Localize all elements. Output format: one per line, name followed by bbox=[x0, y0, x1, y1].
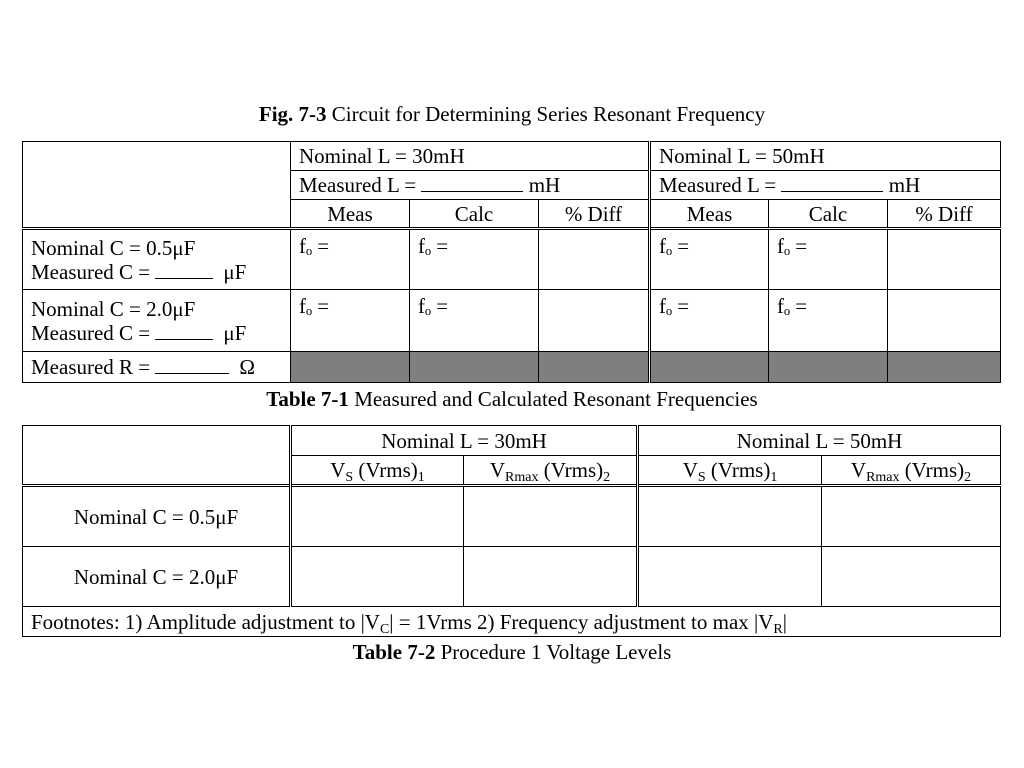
figure-caption-label: Fig. 7-3 bbox=[258, 102, 327, 126]
vs-rest: (Vrms) bbox=[705, 458, 771, 482]
data-cell bbox=[638, 547, 822, 607]
fo-meas-30: fₒ = bbox=[291, 290, 410, 352]
unit-mh: mH bbox=[528, 173, 561, 197]
blank-line bbox=[781, 173, 883, 192]
shaded-cell bbox=[291, 352, 410, 383]
group-50mh: Nominal L = 50mH bbox=[638, 426, 1001, 456]
vr-sub: Rmax bbox=[866, 470, 900, 485]
vr-header-30 bbox=[464, 456, 638, 486]
footnote-sub-c: C bbox=[379, 621, 390, 637]
shaded-cell bbox=[410, 352, 539, 383]
resonant-frequency-table bbox=[22, 141, 1001, 383]
data-cell bbox=[638, 486, 822, 547]
vr-foot: 2 bbox=[964, 470, 972, 485]
table2-caption bbox=[0, 640, 1024, 664]
corner-cell bbox=[23, 142, 291, 229]
footnote-part-c: | bbox=[782, 609, 787, 634]
figure-caption-text: Circuit for Determining Series Resonant Frequency bbox=[331, 102, 766, 126]
footnotes bbox=[23, 607, 1001, 637]
vs-header-50 bbox=[638, 456, 822, 486]
diff-30 bbox=[539, 290, 650, 352]
vs-header-30 bbox=[291, 456, 464, 486]
measured-l-label: Measured L = bbox=[299, 173, 422, 197]
figure-caption bbox=[0, 102, 1024, 126]
blank-line bbox=[421, 173, 523, 192]
vs-main: V bbox=[330, 458, 346, 482]
diff-50 bbox=[888, 290, 1001, 352]
group-50mh-measured bbox=[650, 171, 1001, 200]
data-cell bbox=[822, 547, 1001, 607]
measured-r-label: Measured R = bbox=[31, 355, 156, 379]
blank-line bbox=[155, 355, 229, 374]
shaded-cell bbox=[888, 352, 1001, 383]
nominal-c-label: Nominal C = 2.0μF bbox=[31, 296, 196, 321]
fo-meas-30: fₒ = bbox=[291, 229, 410, 290]
data-cell bbox=[291, 547, 464, 607]
row-label-2.0uf bbox=[23, 290, 291, 352]
group-30mh-nominal: Nominal L = 30mH bbox=[291, 142, 650, 171]
table1-caption bbox=[0, 387, 1024, 411]
col-diff-50: % Diff bbox=[888, 200, 1001, 229]
vr-main: V bbox=[850, 458, 867, 482]
vr-header-50 bbox=[822, 456, 1001, 486]
footnote-part-a: Footnotes: 1) Amplitude adjustment to |V bbox=[31, 609, 380, 634]
diff-30 bbox=[539, 229, 650, 290]
unit-uf: μF bbox=[223, 259, 247, 284]
measured-c-line bbox=[31, 321, 290, 345]
col-diff-30: % Diff bbox=[539, 200, 650, 229]
group-50mh-nominal: Nominal L = 50mH bbox=[650, 142, 1001, 171]
vr-sub: Rmax bbox=[505, 470, 539, 485]
corner-cell bbox=[23, 426, 291, 486]
table1-caption-label: Table 7-1 bbox=[266, 387, 349, 411]
table2-caption-label: Table 7-2 bbox=[352, 640, 436, 664]
row-label-0.5uf: Nominal C = 0.5μF bbox=[23, 486, 291, 547]
vr-rest: (Vrms) bbox=[899, 458, 965, 482]
table2-caption-text: Procedure 1 Voltage Levels bbox=[440, 640, 672, 664]
footnote-sub-r: R bbox=[773, 621, 783, 637]
data-cell bbox=[464, 547, 638, 607]
measured-l-label: Measured L = bbox=[659, 173, 782, 197]
vr-main: V bbox=[489, 458, 506, 482]
fo-meas-50: fₒ = bbox=[650, 229, 769, 290]
vs-foot: 1 bbox=[417, 470, 425, 485]
blank-line bbox=[155, 321, 213, 340]
shaded-cell bbox=[650, 352, 769, 383]
col-calc-30: Calc bbox=[410, 200, 539, 229]
table1-caption-text: Measured and Calculated Resonant Frequencies bbox=[354, 387, 758, 411]
fo-calc-50: fₒ = bbox=[769, 290, 888, 352]
group-30mh: Nominal L = 30mH bbox=[291, 426, 638, 456]
unit-ohm: Ω bbox=[239, 355, 256, 379]
col-meas-50: Meas bbox=[650, 200, 769, 229]
unit-uf: μF bbox=[223, 320, 247, 345]
vs-main: V bbox=[682, 458, 698, 482]
vr-foot: 2 bbox=[603, 470, 611, 485]
vs-sub: S bbox=[345, 470, 354, 485]
row-label-2.0uf: Nominal C = 2.0μF bbox=[23, 547, 291, 607]
group-30mh-measured bbox=[291, 171, 650, 200]
data-cell bbox=[822, 486, 1001, 547]
measured-r-cell bbox=[23, 352, 291, 383]
data-cell bbox=[291, 486, 464, 547]
vs-rest: (Vrms) bbox=[353, 458, 418, 482]
voltage-levels-table bbox=[22, 425, 1001, 637]
blank-line bbox=[155, 260, 213, 279]
measured-c-line bbox=[31, 260, 290, 284]
col-meas-30: Meas bbox=[291, 200, 410, 229]
diff-50 bbox=[888, 229, 1001, 290]
shaded-cell bbox=[769, 352, 888, 383]
footnote-part-b: | = 1Vrms 2) Frequency adjustment to max |V bbox=[389, 609, 774, 634]
fo-calc-30: fₒ = bbox=[410, 229, 539, 290]
measured-c-label: Measured C = bbox=[31, 259, 156, 284]
shaded-cell bbox=[539, 352, 650, 383]
fo-calc-30: fₒ = bbox=[410, 290, 539, 352]
unit-mh: mH bbox=[888, 173, 921, 197]
nominal-c-label: Nominal C = 0.5μF bbox=[31, 235, 196, 260]
data-cell bbox=[464, 486, 638, 547]
vs-sub: S bbox=[697, 470, 706, 485]
row-label-0.5uf bbox=[23, 229, 291, 290]
measured-c-label: Measured C = bbox=[31, 320, 156, 345]
col-calc-50: Calc bbox=[769, 200, 888, 229]
vr-rest: (Vrms) bbox=[538, 458, 604, 482]
fo-meas-50: fₒ = bbox=[650, 290, 769, 352]
fo-calc-50: fₒ = bbox=[769, 229, 888, 290]
vs-foot: 1 bbox=[770, 470, 778, 485]
